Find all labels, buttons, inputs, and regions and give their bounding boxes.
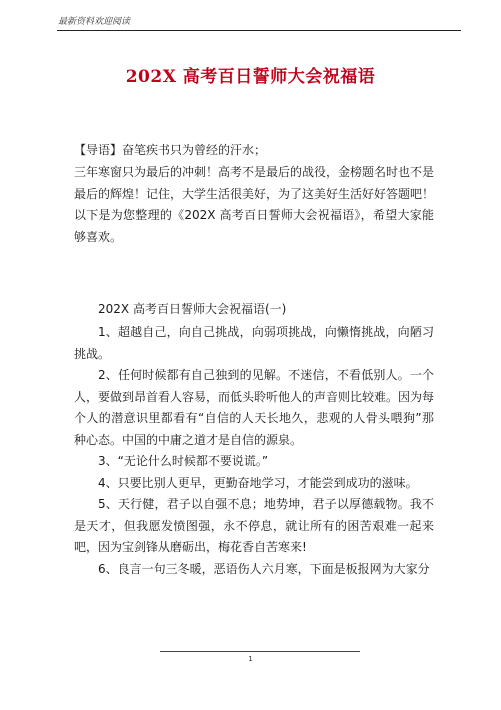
paragraph-list (74, 322, 434, 580)
section-title: 202X 高考百日誓师大会祝福语(一) (98, 302, 287, 316)
guide-paragraph: 【导语】奋笔疾书只为曾经的汗水； (74, 143, 267, 157)
list-item: 1、超越自己，向自己挑战，向弱项挑战，向懒惰挑战，向陋习挑战。 (74, 325, 434, 361)
intro-text (74, 162, 434, 248)
list-item: 6、良言一句三冬暖，恶语伤人六月寒，下面是板报网为大家分 (98, 561, 430, 576)
footer-divider (160, 651, 360, 652)
header-label: 最新资料欢迎阅读 (58, 17, 131, 27)
document-title: 202X 高考百日誓师大会祝福语 (125, 67, 376, 87)
header-divider (57, 30, 461, 31)
intro-paragraph: 三年寒窗只为最后的冲刺！高考不是最后的战役，金榜题名时也不是最后的辉煌！记住，大学生活很美好，为了这美好生活好好答题吧！以下是为您整理的《202X 高考百日誓师大会祝福语》，希望大家能够喜欢。 (74, 165, 435, 244)
page-number: 1 (248, 655, 253, 663)
list-item: 3、“无论什么时候都不要说谎。” (98, 454, 269, 468)
list-item: 5、天行健，君子以自强不息；地势坤，君子以厚德载物。我不是天才，但我愿发愤图强，永不停息，就让所有的困苦艰难一起来吧，因为宝剑锋从磨砺出，梅花香自苦寒来! (74, 497, 434, 554)
list-item: 2、任何时候都有自己独到的见解。不迷信，不看低别人。一个人，要做到昂首看人容易，而低头聆听他人的声音则比较难。因为每个人的潜意识里都看有“自信的人天长地久，悲观的人骨头喂狗”那种心态。中国的中庸之道才是自信的源泉。 (74, 368, 435, 447)
guide-text (74, 140, 434, 162)
list-item: 4、只要比别人更早，更勤奋地学习，才能尝到成功的滋味。 (98, 475, 418, 490)
